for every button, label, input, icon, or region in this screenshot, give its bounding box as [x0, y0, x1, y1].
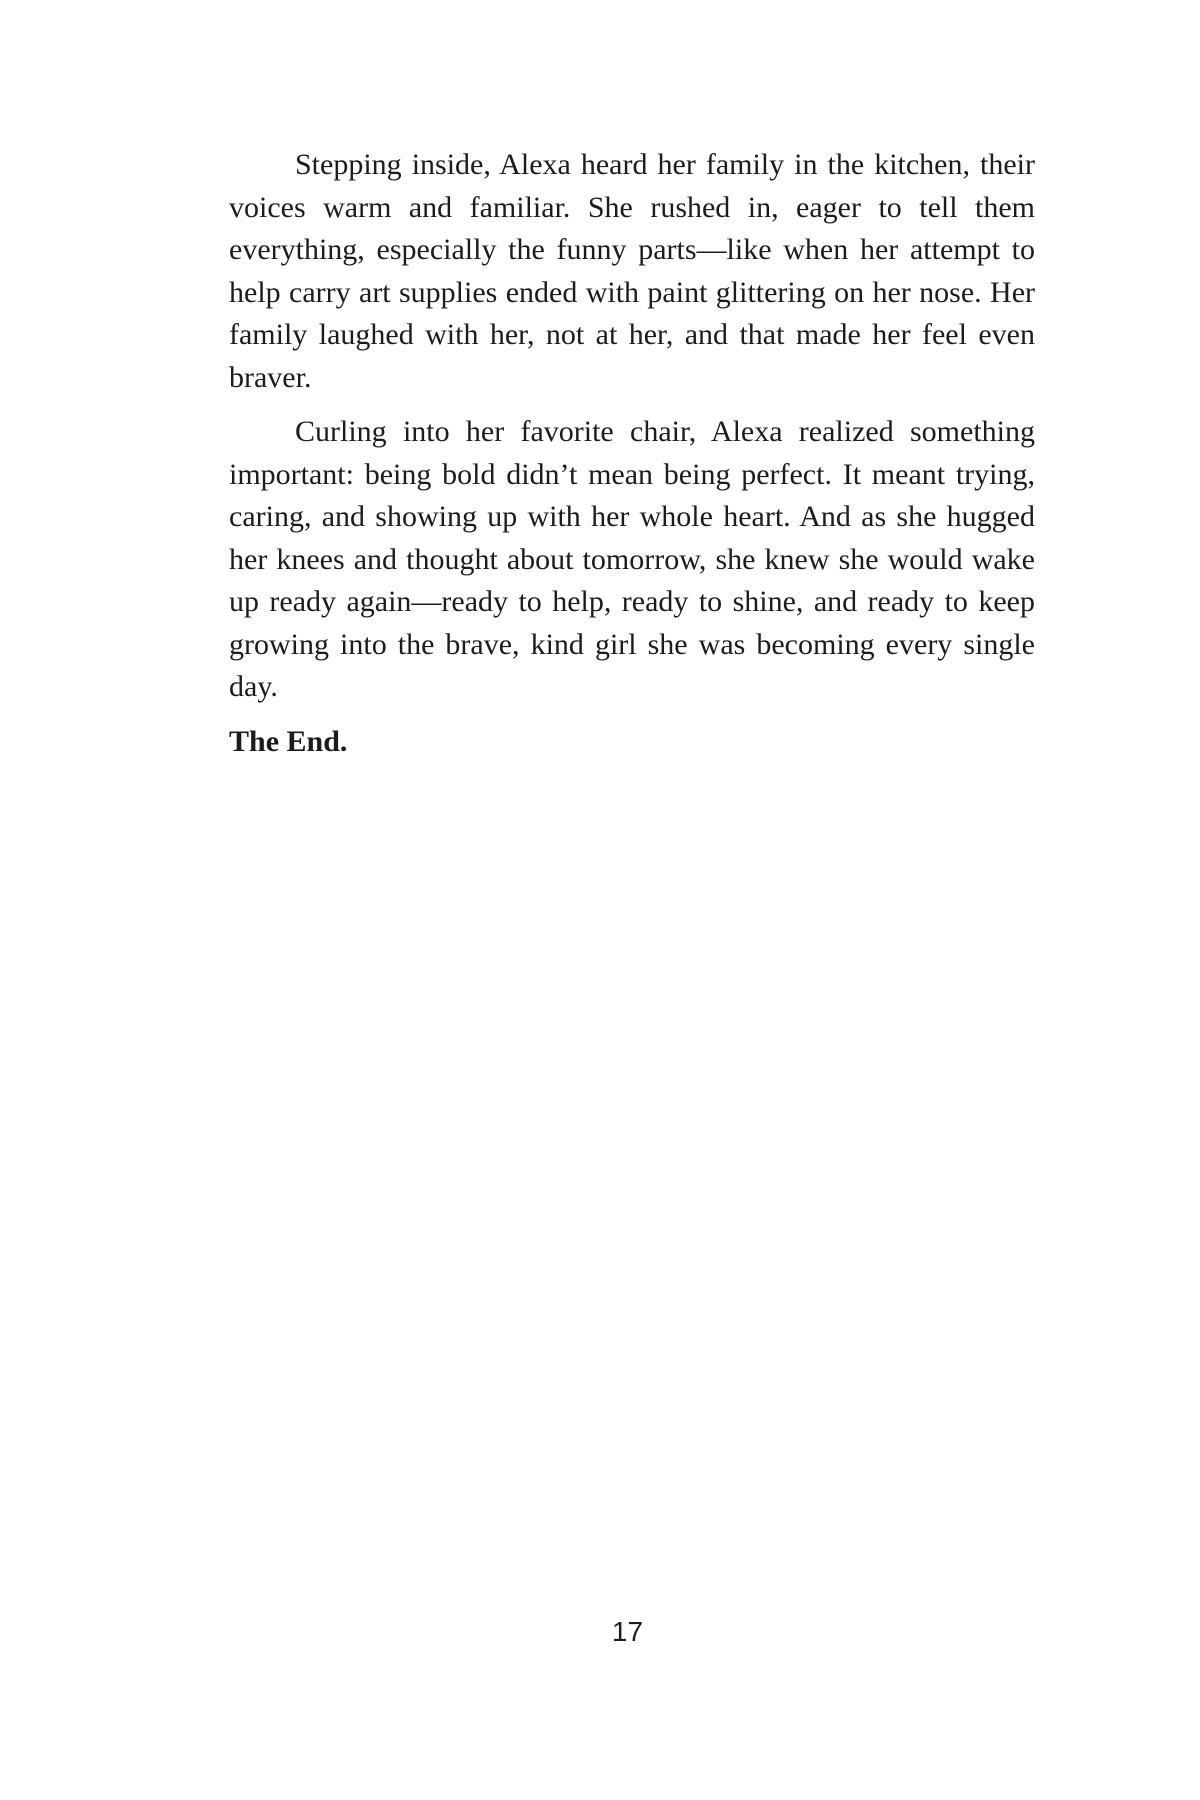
story-paragraph-1: Stepping inside, Alexa heard her family in the kitchen, their voices warm and familiar. She rushed in, eager to tell them everything, especially the funny parts—like when her attempt to help carry art supplies ended with paint glittering on her nose. Her family laughed with her, not at her, and that made her feel even braver.	[229, 148, 1035, 394]
ending-line: The End.	[229, 724, 348, 758]
page-number: 17	[611, 1616, 644, 1647]
story-paragraph-2: Curling into her favorite chair, Alexa realized something important: being bold didn’t mean being perfect. It meant trying, caring, and showing up with her whole heart. And as she hugged her knees and thought about tomorrow, she knew she would wake up ready again—ready to help, ready to shine, and ready to keep growing into the brave, kind girl she was becoming every single day.	[229, 415, 1035, 703]
story-text	[229, 144, 1035, 763]
